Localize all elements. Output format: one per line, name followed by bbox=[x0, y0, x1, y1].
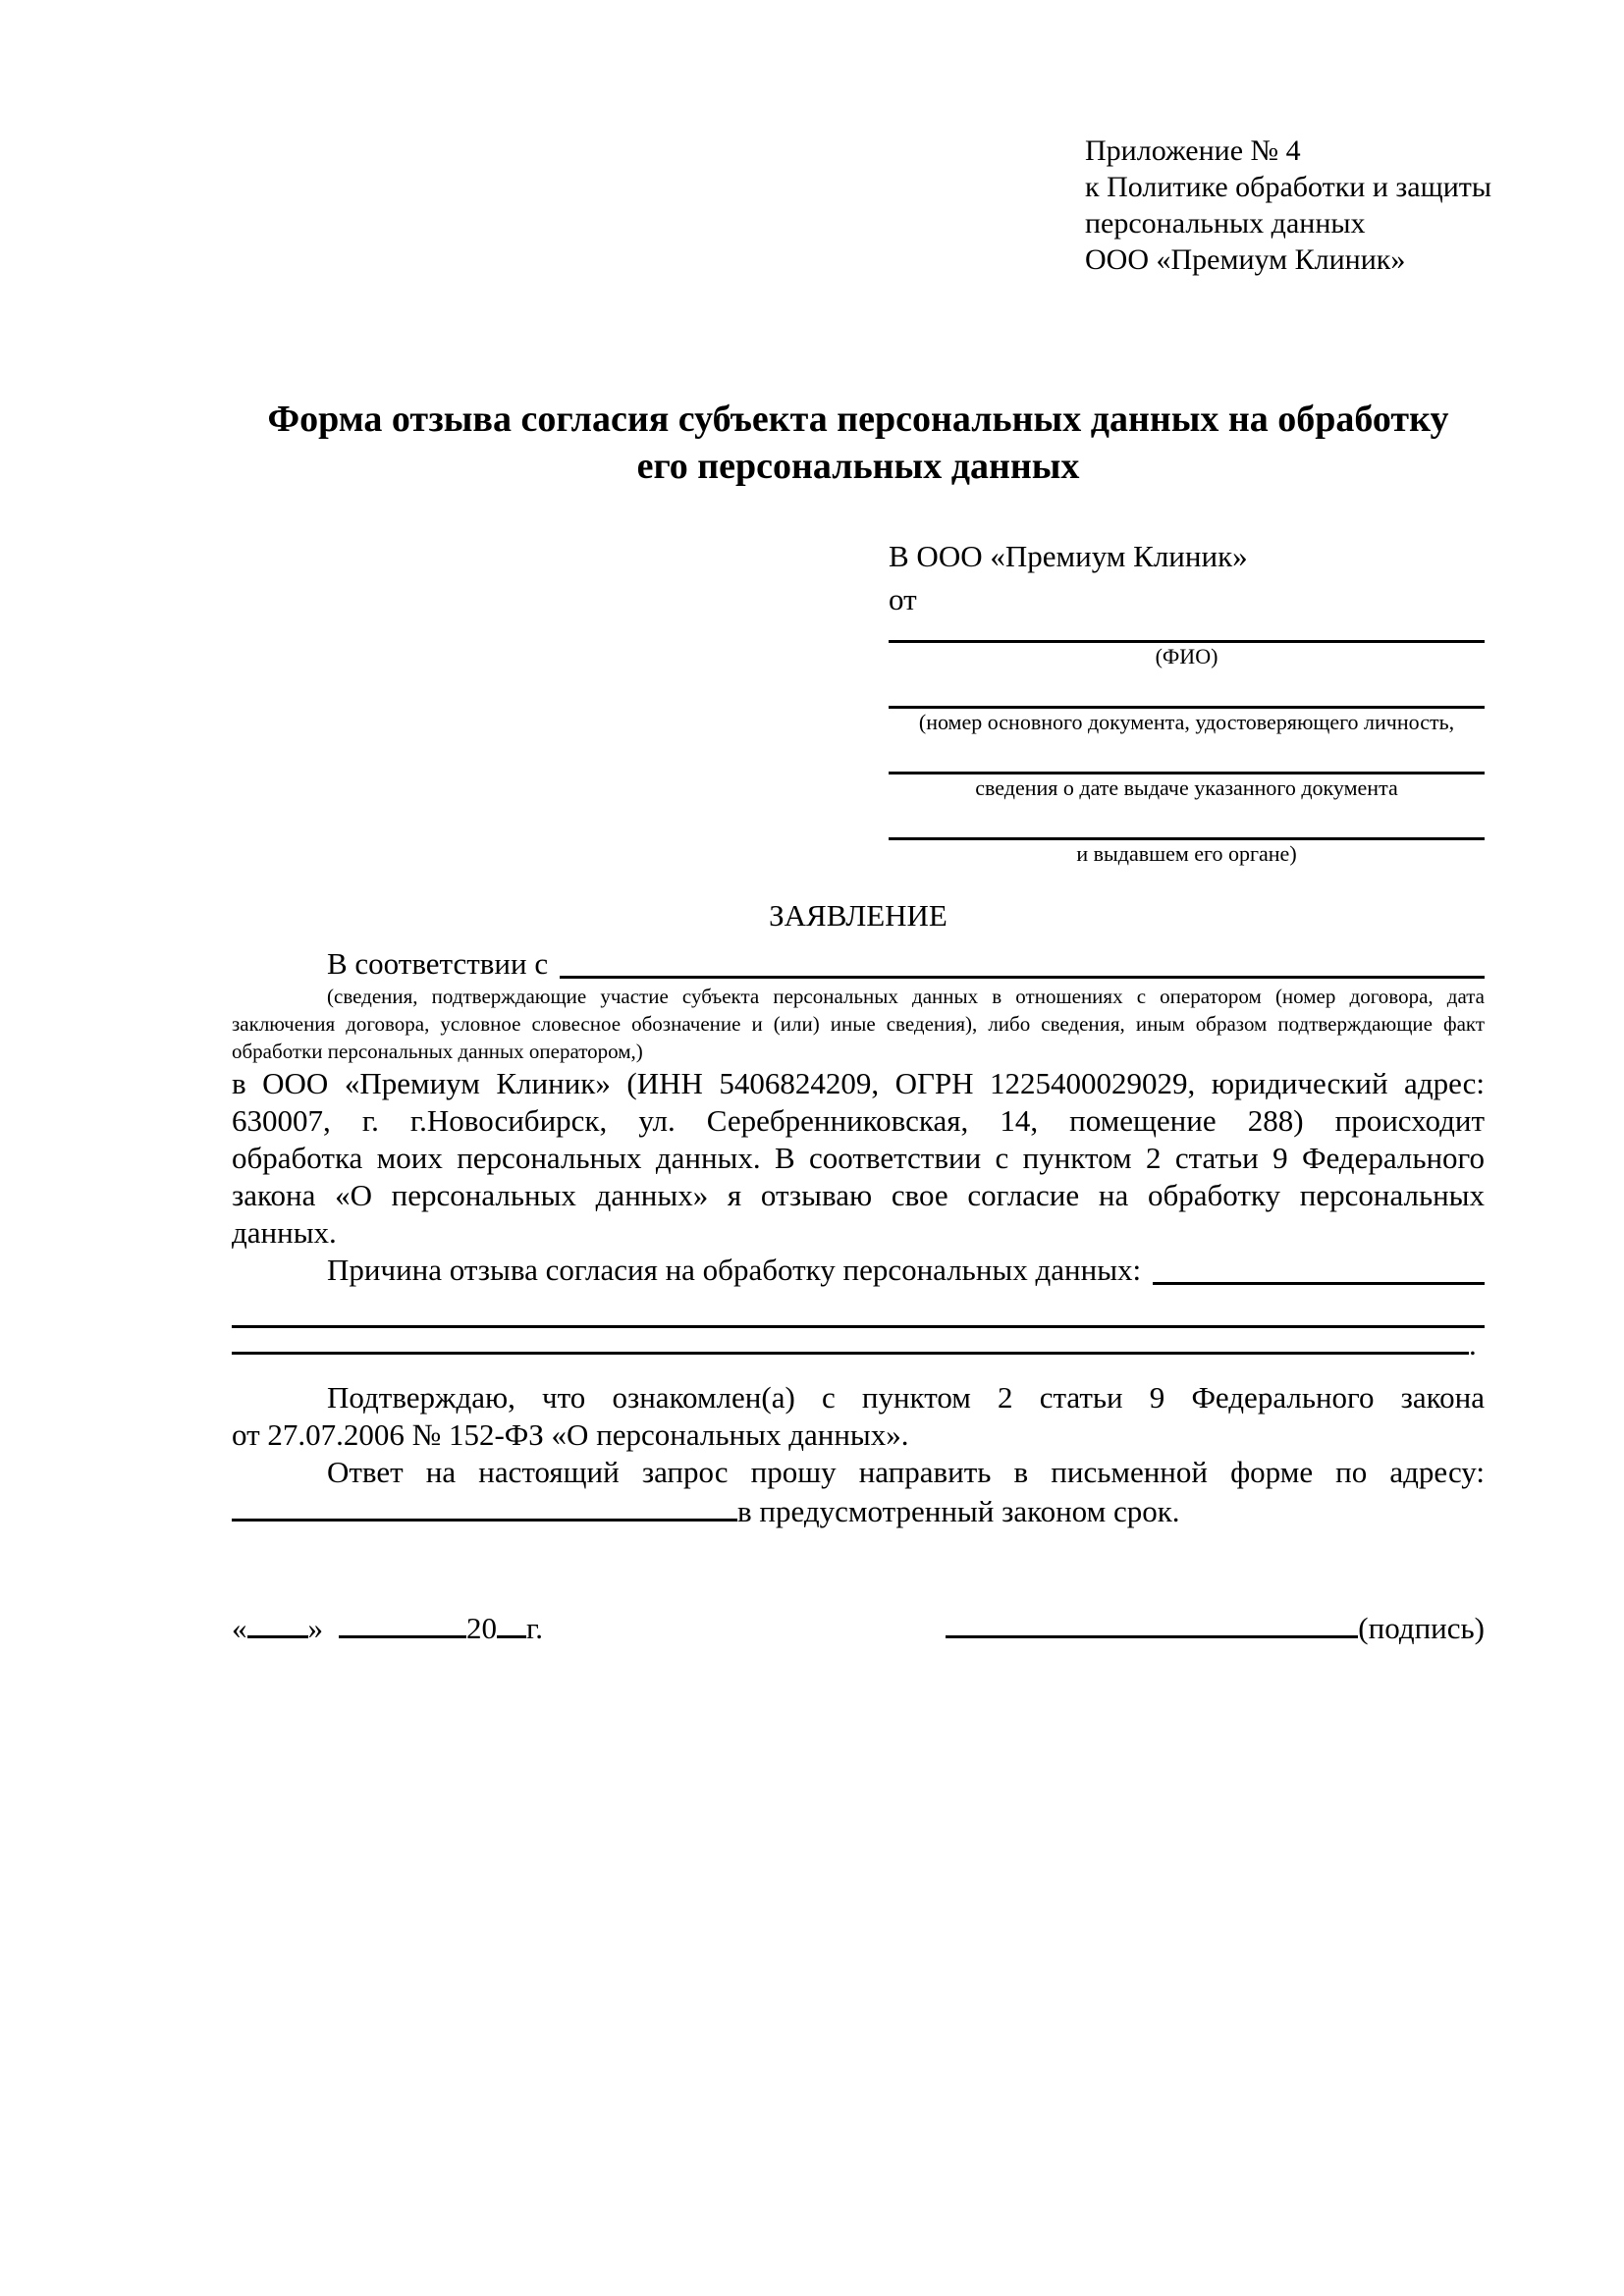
signature-field bbox=[946, 1609, 1485, 1648]
appendix-header-line: ООО «Премиум Клиник» bbox=[1085, 243, 1406, 276]
document-title-line-2: его персональных данных bbox=[636, 446, 1080, 487]
confirmation-line: Подтверждаю, что ознакомлен(а) с пунктом 2 статьи 9 Федерального закона bbox=[327, 1380, 1485, 1415]
reply-address-line bbox=[232, 1491, 1485, 1532]
issue-date-caption: сведения о дате выдаче указанного документа bbox=[975, 775, 1398, 800]
body-paragraph-line: 630007, г. г.Новосибирск, ул. Серебренниковская, 14, помещение 288) происходит bbox=[232, 1103, 1485, 1138]
appendix-header-line: Приложение № 4 bbox=[1085, 134, 1301, 167]
date-field bbox=[232, 1609, 543, 1648]
body-paragraph-line: данных. bbox=[232, 1215, 337, 1250]
addressee-block bbox=[889, 535, 1485, 867]
reason-blank-row-1 bbox=[232, 1289, 1485, 1328]
issuing-authority-caption: и выдавшем его органе) bbox=[1076, 841, 1297, 866]
document-title-line-1: Форма отзыва согласия субъекта персональных данных на обработку bbox=[267, 399, 1449, 440]
addressee-from-label: от bbox=[889, 582, 917, 616]
reply-suffix: в предусмотренный законом срок. bbox=[737, 1494, 1180, 1528]
appendix-header-line: к Политике обработки и защиты bbox=[1085, 171, 1492, 203]
date-quote-close: » bbox=[307, 1611, 323, 1645]
body-paragraph bbox=[232, 1065, 1485, 1252]
signature-blank-line bbox=[946, 1632, 1358, 1638]
body-paragraph-line: в ООО «Премиум Клиник» (ИНН 5406824209, ОГРН 1225400029029, юридический адрес: bbox=[232, 1066, 1485, 1100]
date-year-suffix: г. bbox=[526, 1611, 543, 1645]
intro-line bbox=[232, 945, 1485, 983]
reason-blank-line bbox=[1153, 1252, 1485, 1285]
reason-line bbox=[232, 1252, 1485, 1289]
fio-blank-line bbox=[889, 621, 1485, 643]
body-paragraph-line: обработка моих персональных данных. В соответствии с пунктом 2 статьи 9 Федерального bbox=[232, 1141, 1485, 1175]
date-month-blank bbox=[339, 1632, 466, 1638]
reason-label: Причина отзыва согласия на обработку персональных данных: bbox=[327, 1253, 1142, 1287]
confirmation-paragraph bbox=[232, 1379, 1485, 1454]
document-number-caption: (номер основного документа, удостоверяющего личность, bbox=[918, 710, 1455, 734]
reason-blank-row-2 bbox=[232, 1328, 1485, 1362]
addressee-to: В ООО «Премиум Клиник» bbox=[889, 539, 1248, 573]
reason-tail-punct: . bbox=[1469, 1327, 1477, 1362]
intro-prefix: В соответствии с bbox=[327, 946, 549, 981]
reason-blank-row-2-line bbox=[232, 1349, 1469, 1355]
appendix-header-line: персональных данных bbox=[1085, 207, 1366, 240]
document-title bbox=[232, 396, 1485, 490]
confirmation-line: от 27.07.2006 № 152-ФЗ «О персональных данных». bbox=[232, 1417, 909, 1452]
date-year-prefix: 20 bbox=[466, 1611, 497, 1645]
statement-heading: ЗАЯВЛЕНИЕ bbox=[769, 898, 947, 933]
reply-request-line: Ответ на настоящий запрос прошу направить в письменной форме по адресу: bbox=[327, 1455, 1485, 1489]
appendix-header bbox=[1085, 133, 1492, 278]
intro-blank-line bbox=[560, 945, 1485, 979]
document-number-blank-line bbox=[889, 669, 1485, 709]
issue-date-blank-line bbox=[889, 735, 1485, 774]
fio-caption: (ФИО) bbox=[1155, 644, 1218, 668]
address-blank-line bbox=[232, 1516, 737, 1522]
signature-caption: (подпись) bbox=[1358, 1611, 1485, 1645]
legal-note-line: (сведения, подтверждающие участие субъекта персональных данных в отношениях с оператором (номер договора, дата bbox=[327, 985, 1485, 1008]
signature-row bbox=[232, 1609, 1485, 1648]
legal-note-line: обработки персональных данных оператором,) bbox=[232, 1040, 643, 1063]
body-paragraph-line: закона «О персональных данных» я отзываю свое согласие на обработку персональных bbox=[232, 1178, 1485, 1212]
issuing-authority-blank-line bbox=[889, 801, 1485, 840]
date-year-blank bbox=[497, 1632, 526, 1638]
date-day-blank bbox=[247, 1632, 308, 1638]
legal-note bbox=[232, 983, 1485, 1065]
date-quote-open: « bbox=[232, 1611, 247, 1645]
legal-note-line: заключения договора, условное словесное обозначение и (или) иные сведения), либо сведения, иным образом подтверждающие факт bbox=[232, 1012, 1485, 1036]
